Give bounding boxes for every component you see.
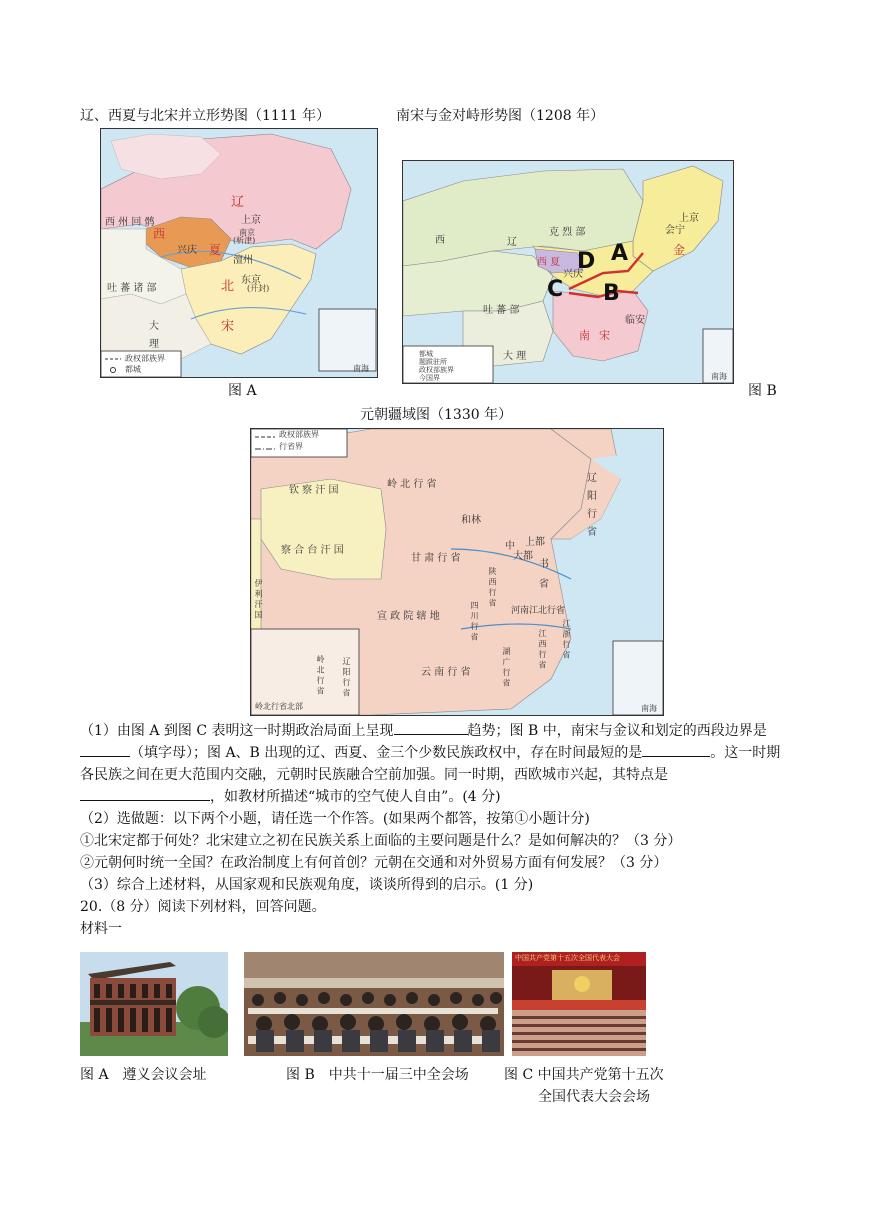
map-a [100,128,378,378]
map-b-shangjing: 上京 [679,213,699,224]
map-c-qincha: 钦 察 汗 国 [289,485,339,496]
map-a-nanjing: 南京 [239,228,255,237]
q1-part-2: 趋势；图 B 中，南宋与金议和划定的西段边界是 [467,723,767,739]
map-c-zhongshu-1: 中 [505,541,515,552]
material-1-label: 材料一 [80,921,122,937]
map-a-xingqing: 兴庆 [177,245,197,256]
map-c-zhongshu-2: 书 [539,559,549,570]
map-c-jiangzhe: 江 浙 行 省 [562,619,571,659]
map-c-jiangxi: 江 西 行 省 [538,629,547,669]
map-a-dongjing: 东京 [241,275,261,286]
map-b-tubo: 吐 蕃 部 [483,305,520,316]
map-b-caption: 图 B [748,383,777,399]
map-a-kaifeng: (开封) [247,284,270,293]
photo-plenum-drawing [244,952,504,1056]
map-b-legend-2: 题跋驻所 [419,358,447,366]
map-c-liaoyang-4: 省 [587,527,597,538]
map-a-xixia-2: 夏 [209,243,222,257]
map-b-jin: 金 [673,243,686,257]
map-b-nanhai: 南海 [711,372,727,381]
map-b-kele: 克 烈 部 [549,227,586,238]
blank-border-letter[interactable] [80,742,130,757]
map-b-nansong-2: 宋 [599,329,610,342]
map-c-zhongshu-3: 省 [539,579,549,590]
map-a-nanhai: 南海 [353,364,369,373]
blank-city-feature[interactable] [80,786,210,801]
map-b-letter-d: D [577,249,596,274]
question-3: （3）综合上述材料，从国家观和民族观角度，谈谈所得到的启示。(1 分) [80,877,534,893]
question-2-1: ①北宋定都于何处？北宋建立之初在民族关系上面临的主要问题是什么？是如何解决的？（3 分） [80,833,682,849]
map-b-nansong-1: 南 [579,329,590,342]
map-c-sichuan: 四 川 行 省 [470,601,479,641]
map-c-inset-caption: 岭北行省北部 [255,702,303,711]
map-b-xixia: 西 夏 [537,257,561,268]
map-c-legend-1: 政权部族界 [279,430,319,439]
photo-congress-drawing [512,952,646,1056]
question-2-2: ②元朝何时统一全国？在政治制度上有何首创？元朝在交通和对外贸易方面有何发展？（3 分） [80,855,668,871]
map-b-letter-c: C [547,277,564,302]
map-a-xijin: (析津) [233,236,256,245]
map-c-yili: 伊 利 汗 国 [254,579,263,619]
question-2: （2）选做题：以下两个小题，请任选一个作答。(如果两个都答，按第①小题计分) [80,811,590,827]
q1-part-3: （填字母）；图 A、B 出现的辽、西夏、金三个少数民族政权中，存在时间最短的是 [130,745,643,761]
map-a-dali-2: 理 [149,339,159,350]
map-a-shangjing: 上京 [241,215,261,226]
photo-congress-caption-2: 全国代表大会会场 [538,1089,650,1105]
map-b-legend-3: 政权部族界 [419,366,454,374]
map-b-legend-4: 今国界 [419,374,440,382]
photo-congress [512,952,646,1056]
map-c-shaanxi: 陕 西 行 省 [488,567,497,607]
map-a-dali-1: 大 [149,321,159,332]
map-c [250,428,664,716]
map-c-xuanzheng: 宣 政 院 辖 地 [377,611,440,622]
map-c-nanhai: 南海 [641,704,657,713]
map-c-lingbei: 岭 北 行 省 [387,479,437,490]
photo-plenum-caption: 图 B 中共十一届三中全会场 [286,1067,469,1083]
map-c-inset-liaoyang: 辽 阳 行 省 [342,657,351,697]
map-b-letter-a: A [611,241,629,266]
map-a-xixia-1: 西 [153,227,166,241]
map-b-huining: 会宁 [665,225,685,236]
map-c-yunnan: 云 南 行 省 [421,667,471,678]
map-c-dadu: 大都 [513,551,533,562]
map-a-chanzhou: 澶州 [233,255,253,266]
map-a-tubo: 吐 蕃 诸 部 [107,283,157,294]
map-b-xingqing: 兴庆 [563,269,583,280]
map-b-linan: 临安 [625,315,645,326]
map-b-legend-1: 都城 [419,350,433,358]
map-b-letter-b: B [603,281,620,306]
map-c-chahetai: 察 合 台 汗 国 [281,545,344,556]
map-c-liaoyang-3: 行 [587,509,597,520]
photo-plenum [244,952,504,1056]
map-b-xi: 西 [435,235,445,246]
photo-congress-caption-1: 图 C 中国共产党第十五次 [504,1067,664,1083]
map-c-helin: 和林 [461,515,481,526]
map-c-shangdu: 上都 [525,537,545,548]
blank-trend[interactable] [394,720,468,735]
map-b-liao: 辽 [507,237,517,248]
map-c-liaoyang-2: 阳 [587,491,597,502]
map-a-xizhou: 西 州 回 鹘 [105,217,155,228]
map-a-beisong-2: 宋 [221,319,235,334]
map-c-liaoyang-1: 辽 [587,473,597,484]
map-b-title: 南宋与金对峙形势图（1208 年） [396,108,605,124]
map-b-dali: 大 理 [503,351,527,362]
map-a-title: 辽、西夏与北宋并立形势图（1111 年） [80,108,331,124]
map-a-legend-border: 政权部族界 [125,354,165,363]
map-c-title: 元朝疆域图（1330 年） [360,407,513,423]
blank-shortest-regime[interactable] [642,742,710,757]
map-c-inset-lingbei: 岭 北 行 省 [316,655,325,695]
q1-part-1: （1）由图 A 到图 C 表明这一时期政治局面上呈现 [80,723,394,739]
map-a-liao: 辽 [231,195,245,210]
map-c-legend-2: 行省界 [279,442,303,451]
photo-zunyi-caption: 图 A 遵义会议会址 [80,1067,207,1083]
map-c-huguang: 湖 广 行 省 [502,647,511,687]
map-a-legend-capital: 都城 [125,365,141,374]
map-c-henan: 河南江北行省 [511,606,566,616]
map-b [402,160,734,384]
photo-congress-banner: 中国共产党第十五次全国代表大会 [515,954,620,962]
q1-part-5: ，如教材所描述“城市的空气使人自由”。(4 分) [210,789,501,805]
map-c-gansu: 甘 肃 行 省 [411,553,461,564]
question-1 [80,720,792,808]
map-a-caption: 图 A [228,383,257,399]
question-20: 20.（8 分）阅读下列材料，回答问题。 [80,899,326,915]
q1-part-4: 。这一时期各民族之间在更大范围内交融，元朝时民族融合空前加强。同一时期，西欧城市兴起，其特点是 [80,745,781,783]
photo-zunyi [80,952,228,1056]
map-a-beisong-1: 北 [221,279,235,294]
photo-zunyi-drawing [80,952,228,1056]
